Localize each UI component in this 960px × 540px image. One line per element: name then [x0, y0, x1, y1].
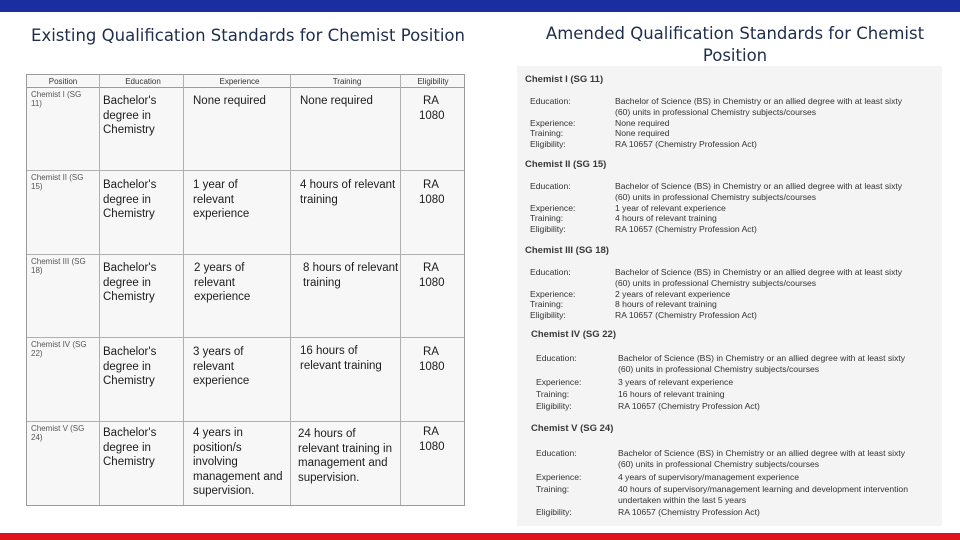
- eligibility-label: Eligibility:: [530, 310, 566, 320]
- eligibility-cell: RA 1080: [419, 426, 445, 453]
- position-cell: Chemist II (SG 15): [31, 173, 84, 191]
- existing-standards-table: [26, 74, 465, 506]
- education-label: Education:: [530, 267, 571, 277]
- eligibility-cell: RA 1080: [419, 262, 445, 289]
- eligibility-cell: RA 1080: [419, 179, 445, 206]
- amended-standards-title: Amended Qualification Standards for Chemist Position: [545, 24, 925, 65]
- experience-label: Experience:: [530, 203, 576, 213]
- section-title: Chemist I (SG 11): [525, 74, 604, 85]
- header-training: Training: [332, 77, 362, 86]
- education-label: Education:: [530, 181, 571, 191]
- education-cell: Bachelor's degree in Chemistry: [103, 95, 157, 136]
- experience-label: Experience:: [536, 472, 582, 482]
- header-experience: Experience: [219, 77, 260, 86]
- experience-value: 4 years of supervisory/management experience: [618, 472, 800, 482]
- experience-cell: 2 years of relevant experience: [194, 262, 251, 303]
- experience-cell: 3 years of relevant experience: [193, 346, 250, 387]
- training-value: 40 hours of supervisory/management learning and development intervention undertaken within the last 5 years: [618, 484, 908, 505]
- experience-value: 2 years of relevant experience: [615, 289, 731, 299]
- training-label: Training:: [530, 128, 564, 138]
- training-cell: 4 hours of relevant training: [300, 179, 396, 206]
- eligibility-value: RA 10657 (Chemistry Profession Act): [615, 310, 757, 320]
- training-value: 8 hours of relevant training: [615, 299, 717, 309]
- header-education: Education: [125, 77, 161, 86]
- education-cell: Bachelor's degree in Chemistry: [103, 179, 157, 220]
- column-divider: [290, 75, 291, 505]
- training-value: 4 hours of relevant training: [615, 213, 717, 223]
- education-value: Bachelor of Science (BS) in Chemistry or an allied degree with at least sixty (60) units in professional Chemistry subjects/courses: [615, 267, 903, 288]
- row-divider: [27, 254, 464, 255]
- education-value: Bachelor of Science (BS) in Chemistry or an allied degree with at least sixty (60) units in professional Chemistry subjects/courses: [615, 96, 903, 117]
- training-cell: 16 hours of relevant training: [300, 345, 382, 372]
- row-divider: [27, 170, 464, 171]
- position-cell: Chemist IV (SG 22): [31, 340, 87, 358]
- experience-cell: None required: [193, 95, 266, 107]
- eligibility-label: Eligibility:: [530, 224, 566, 234]
- education-value: Bachelor of Science (BS) in Chemistry or an allied degree with at least sixty (60) units in professional Chemistry subjects/courses: [618, 448, 906, 469]
- eligibility-value: RA 10657 (Chemistry Profession Act): [615, 224, 757, 234]
- header-position: Position: [48, 77, 78, 86]
- amended-standards-document: [517, 66, 942, 526]
- column-divider: [183, 75, 184, 505]
- education-label: Education:: [536, 448, 577, 458]
- eligibility-label: Eligibility:: [530, 139, 566, 149]
- training-cell: None required: [300, 95, 373, 107]
- row-divider: [27, 337, 464, 338]
- section-title: Chemist III (SG 18): [525, 245, 609, 256]
- experience-label: Experience:: [536, 377, 582, 387]
- position-cell: Chemist I (SG 11): [31, 90, 82, 108]
- education-value: Bachelor of Science (BS) in Chemistry or an allied degree with at least sixty (60) units in professional Chemistry subjects/courses: [615, 181, 903, 202]
- bottom-accent-bar: [0, 533, 960, 540]
- section-title: Chemist V (SG 24): [531, 423, 614, 434]
- experience-label: Experience:: [530, 289, 576, 299]
- education-cell: Bachelor's degree in Chemistry: [103, 427, 157, 468]
- education-label: Education:: [536, 353, 577, 363]
- eligibility-value: RA 10657 (Chemistry Profession Act): [618, 507, 760, 517]
- education-cell: Bachelor's degree in Chemistry: [103, 346, 157, 387]
- training-label: Training:: [530, 213, 564, 223]
- training-label: Training:: [536, 484, 570, 494]
- existing-standards-title: Existing Qualification Standards for Chemist Position: [31, 26, 465, 45]
- eligibility-label: Eligibility:: [536, 507, 572, 517]
- training-cell: 24 hours of relevant training in management and supervision.: [298, 428, 392, 484]
- header-eligibility: Eligibility: [417, 77, 449, 86]
- education-label: Education:: [530, 96, 571, 106]
- training-value: 16 hours of relevant training: [618, 389, 725, 399]
- experience-label: Experience:: [530, 118, 576, 128]
- experience-cell: 4 years in position/s involving management and supervision.: [193, 427, 283, 497]
- column-divider: [99, 75, 100, 505]
- training-cell: 8 hours of relevant training: [303, 262, 399, 289]
- eligibility-label: Eligibility:: [536, 401, 572, 411]
- experience-value: 1 year of relevant experience: [615, 203, 726, 213]
- education-value: Bachelor of Science (BS) in Chemistry or an allied degree with at least sixty (60) units in professional Chemistry subjects/courses: [618, 353, 906, 374]
- table-header-row: [27, 75, 464, 88]
- experience-cell: 1 year of relevant experience: [193, 179, 250, 220]
- training-label: Training:: [536, 389, 570, 399]
- column-divider: [400, 75, 401, 505]
- eligibility-value: RA 10657 (Chemistry Profession Act): [615, 139, 757, 149]
- eligibility-cell: RA 1080: [419, 95, 445, 122]
- position-cell: Chemist III (SG 18): [31, 257, 86, 275]
- training-value: None required: [615, 128, 670, 138]
- position-cell: Chemist V (SG 24): [31, 424, 85, 442]
- section-title: Chemist II (SG 15): [525, 159, 607, 170]
- eligibility-cell: RA 1080: [419, 346, 445, 373]
- section-title: Chemist IV (SG 22): [531, 329, 616, 340]
- experience-value: 3 years of relevant experience: [618, 377, 734, 387]
- experience-value: None required: [615, 118, 670, 128]
- top-accent-bar: [0, 0, 960, 12]
- education-cell: Bachelor's degree in Chemistry: [103, 262, 157, 303]
- training-label: Training:: [530, 299, 564, 309]
- row-divider: [27, 421, 464, 422]
- eligibility-value: RA 10657 (Chemistry Profession Act): [618, 401, 760, 411]
